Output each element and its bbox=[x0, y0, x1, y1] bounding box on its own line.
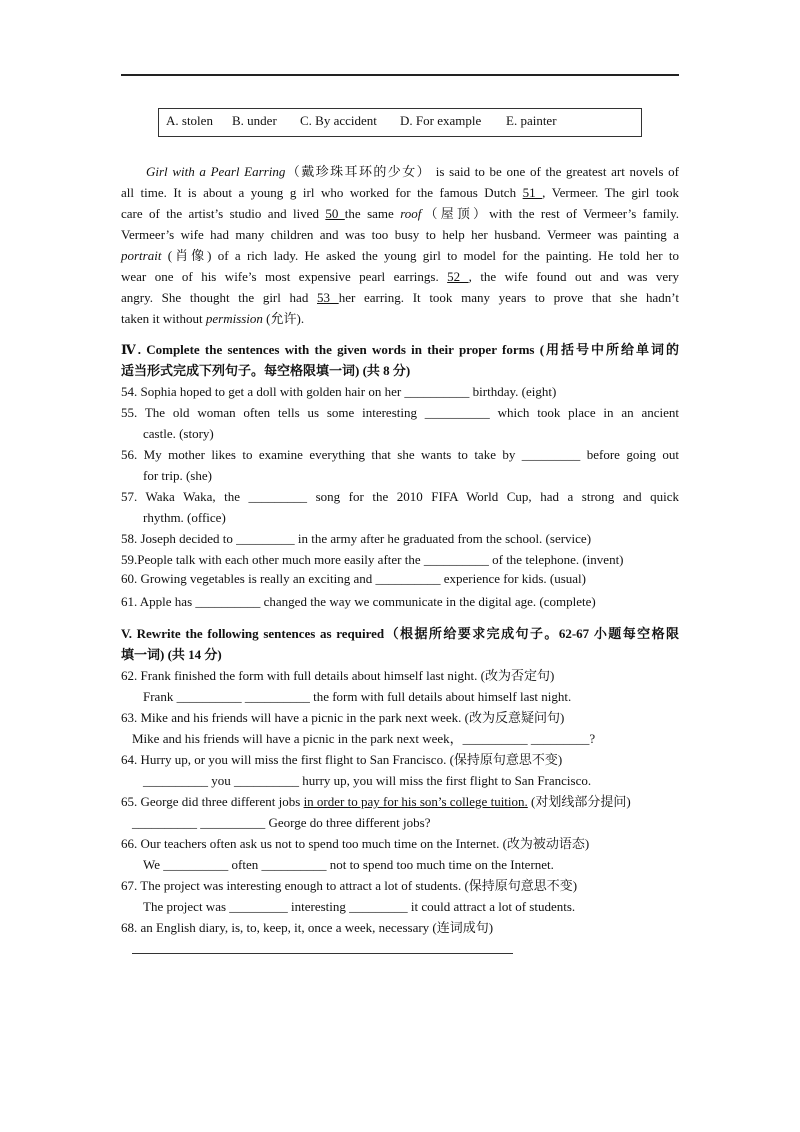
question-57-cont: rhythm. (office) bbox=[143, 510, 226, 525]
word-option-c: C. By accident bbox=[300, 113, 377, 128]
word-option-d: D. For example bbox=[400, 113, 482, 128]
answer-67: The project was _________ interesting _________ it could attract a lot of students. bbox=[143, 899, 576, 914]
passage-line-4: Vermeer’s wife had many children and was too busy to help her husband. Vermeer was painting a bbox=[121, 227, 679, 242]
underlined-part: in order to pay for his son’s college tuition. bbox=[303, 794, 528, 809]
word-option-a: A. stolen bbox=[166, 113, 213, 128]
blank-51: 51 bbox=[522, 185, 543, 200]
section-4-heading-cont: 适当形式完成下列句子。每空格限填一词) (共 8 分) bbox=[121, 363, 411, 378]
question-62: 62. Frank finished the form with full details about himself last night. (改为否定句) bbox=[121, 668, 555, 683]
section-4-heading: Ⅳ. Complete the sentences with the given words in their proper forms (用括号中所给单词的 bbox=[121, 342, 679, 357]
question-55: 55. The old woman often tells us some interesting __________ which took place in an ancient bbox=[121, 405, 679, 420]
section-5-heading-cont: 填一词) (共 14 分) bbox=[121, 647, 222, 662]
passage-line-3: care of the artist’s studio and lived 50 the same roof（屋顶）with the rest of Vermeer’s family. bbox=[121, 206, 680, 221]
passage-line-8: taken it without permission (允许). bbox=[121, 311, 305, 326]
top-rule bbox=[121, 74, 679, 76]
passage-line-2: all time. It is about a young g irl who worked for the famous Dutch 51 , Vermeer. The girl took bbox=[121, 185, 680, 200]
blank-52: 52 bbox=[447, 269, 469, 284]
answer-line-68 bbox=[132, 953, 513, 954]
answer-66: We __________ often __________ not to spend too much time on the Internet. bbox=[143, 857, 554, 872]
question-63: 63. Mike and his friends will have a picnic in the park next week. (改为反意疑问句) bbox=[121, 710, 565, 725]
answer-63: Mike and his friends will have a picnic in the park next week，__________ _________? bbox=[132, 731, 596, 746]
question-54: 54. Sophia hoped to get a doll with golden hair on her __________ birthday. (eight) bbox=[121, 384, 557, 399]
word-option-e: E. painter bbox=[506, 113, 557, 128]
passage-line-1: Girl with a Pearl Earring（戴珍珠耳环的少女） is said to be one of the greatest art novels of bbox=[146, 164, 679, 179]
question-55-cont: castle. (story) bbox=[143, 426, 214, 441]
question-61: 61. Apple has __________ changed the way we communicate in the digital age. (complete) bbox=[121, 594, 596, 609]
question-59: 59.People talk with each other much more easily after the __________ of the telephone. (invent) bbox=[121, 552, 624, 567]
word-bank-box bbox=[158, 108, 642, 137]
question-60: 60. Growing vegetables is really an exciting and __________ experience for kids. (usual) bbox=[121, 571, 586, 586]
passage-line-7: angry. She thought the girl had 53 her earring. It took many years to prove that she hadn’t bbox=[121, 290, 679, 305]
question-67: 67. The project was interesting enough to attract a lot of students. (保持原句意思不变) bbox=[121, 878, 578, 893]
section-5-heading: V. Rewrite the following sentences as required（根据所给要求完成句子。62-67 小题每空格限 bbox=[121, 626, 679, 641]
answer-62: Frank __________ __________ the form with full details about himself last night. bbox=[143, 689, 572, 704]
question-66: 66. Our teachers often ask us not to spend too much time on the Internet. (改为被动语态) bbox=[121, 836, 590, 851]
book-title: Girl with a Pearl Earring bbox=[146, 164, 286, 179]
question-65: 65. George did three different jobs in order to pay for his son’s college tuition. (对划线部分提问) bbox=[121, 794, 631, 809]
blank-50: 50 bbox=[325, 206, 345, 221]
blank-53: 53 bbox=[317, 290, 339, 305]
word-option-b: B. under bbox=[232, 113, 277, 128]
question-68: 68. an English diary, is, to, keep, it, once a week, necessary (连词成句) bbox=[121, 920, 494, 935]
question-58: 58. Joseph decided to _________ in the army after he graduated from the school. (service) bbox=[121, 531, 592, 546]
question-64: 64. Hurry up, or you will miss the first flight to San Francisco. (保持原句意思不变) bbox=[121, 752, 563, 767]
question-56-cont: for trip. (she) bbox=[143, 468, 212, 483]
question-56: 56. My mother likes to examine everything that she wants to take by _________ before going out bbox=[121, 447, 679, 462]
passage-line-5: portrait (肖像) of a rich lady. He asked the young girl to model for the painting. He told her to bbox=[121, 248, 679, 263]
answer-64: __________ you __________ hurry up, you will miss the first flight to San Francisco. bbox=[143, 773, 592, 788]
question-57: 57. Waka Waka, the _________ song for the 2010 FIFA World Cup, had a strong and quick bbox=[121, 489, 679, 504]
passage-line-6: wear one of his wife’s most expensive pearl earrings. 52 , the wife found out and was very bbox=[121, 269, 679, 284]
answer-65: __________ __________ George do three different jobs? bbox=[132, 815, 431, 830]
